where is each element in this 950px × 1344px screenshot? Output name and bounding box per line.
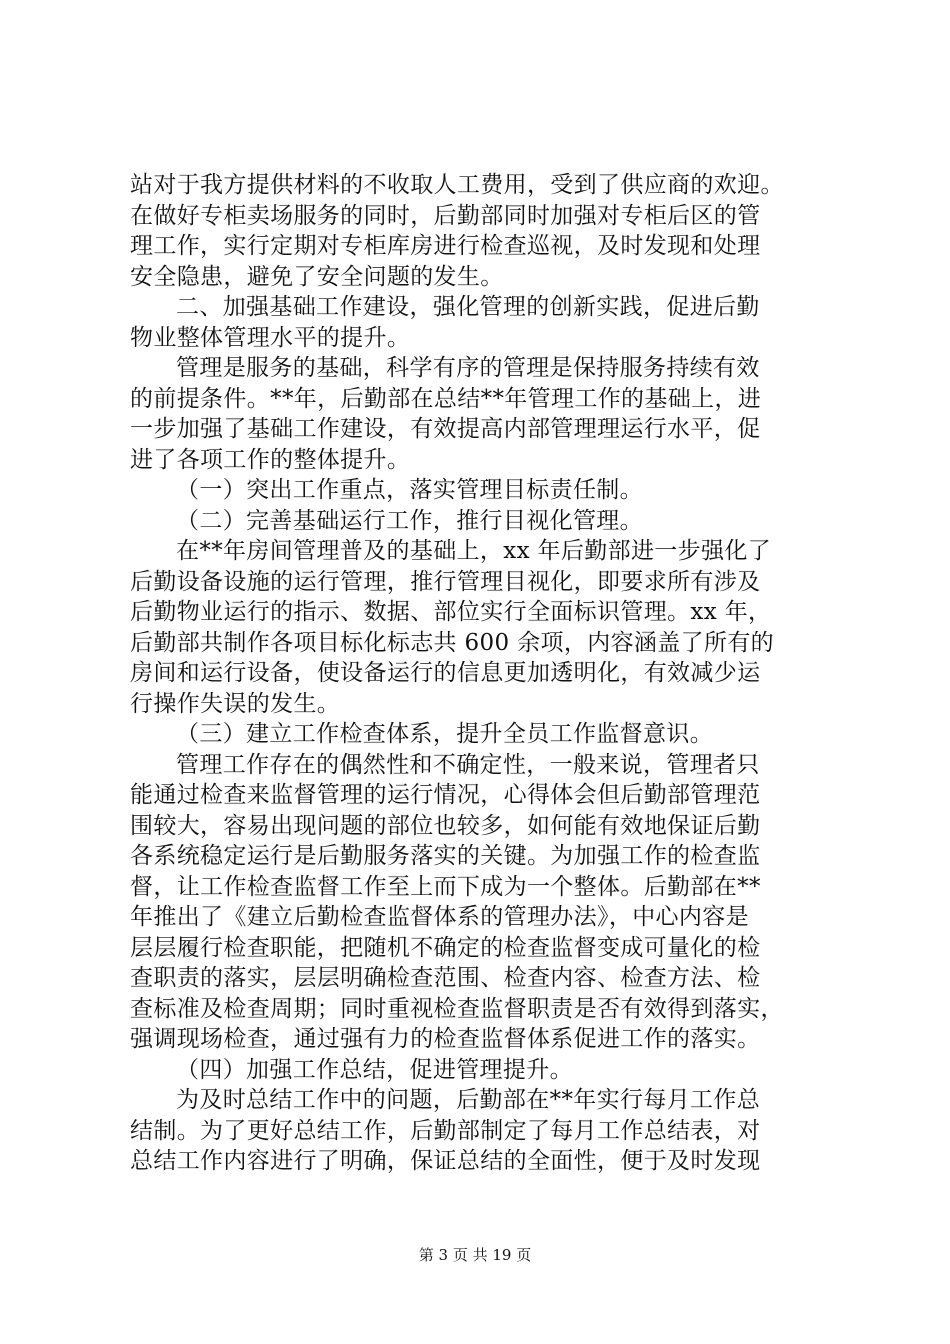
text-line: 能通过检查来监督管理的运行情况，心得体会但后勤部管理范 [130, 782, 761, 808]
subsection-heading: （四）加强工作总结，促进管理提升。 [176, 1056, 573, 1083]
text-line: 进了各项工作的整体提升。 [130, 446, 411, 473]
subsection-heading: （一）突出工作重点，落实管理目标责任制。 [176, 477, 643, 503]
text-line: 物业整体管理水平的提升。 [130, 324, 411, 351]
text-line: 后勤部共制作各项目标化标志共 600 余项，内容涵盖了所有的 [130, 629, 775, 656]
section-heading: 二、加强基础工作建设，强化管理的创新实践，促进后勤 [176, 294, 760, 320]
page-number-footer: 第 3 页 共 19 页 [418, 1246, 532, 1264]
text-line: 安全隐患，避免了安全问题的发生。 [130, 263, 504, 290]
text-line: 查职责的落实，层层明确检查范围、检查内容、检查方法、检 [130, 965, 761, 991]
text-line: 理工作，实行定期对专柜库房进行检查巡视，及时发现和处理 [130, 233, 761, 259]
text-line: 各系统稳定运行是后勤服务落实的关键。为加强工作的检查监 [130, 843, 761, 869]
text-line: 管理是服务的基础，科学有序的管理是保持服务持续有效 [176, 355, 760, 381]
text-line: 的前提条件。**年，后勤部在总结**年管理工作的基础上，进 [130, 385, 762, 412]
text-line: 管理工作存在的偶然性和不确定性，一般来说，管理者只 [176, 751, 760, 778]
text-line: 一步加强了基础工作建设，有效提高内部管理理运行水平，促 [130, 416, 761, 442]
text-line: 站对于我方提供材料的不收取人工费用，受到了供应商的欢迎。 [130, 172, 784, 198]
text-line: 后勤物业运行的指示、数据、部位实行全面标识管理。xx 年， [130, 599, 772, 625]
text-line: 后勤设备设施的运行管理，推行管理目视化，即要求所有涉及 [130, 568, 761, 595]
body-text [130, 170, 830, 1177]
subsection-heading: （三）建立工作检查体系，提升全员工作监督意识。 [176, 721, 714, 747]
text-line: 层层履行检查职能，把随机不确定的检查监督变成可量化的检 [130, 934, 761, 961]
text-line: 总结工作内容进行了明确，保证总结的全面性，便于及时发现 [130, 1148, 761, 1174]
text-line: 结制。为了更好总结工作，后勤部制定了每月工作总结表，对 [130, 1117, 761, 1144]
text-line: 强调现场检查，通过强有力的检查监督体系促进工作的落实。 [130, 1026, 761, 1052]
text-line: 行操作失误的发生。 [130, 690, 341, 717]
text-line: 查标准及检查周期；同时重视检查监督职责是否有效得到落实， [130, 995, 784, 1022]
text-line: 在**年房间管理普及的基础上，xx 年后勤部进一步强化了 [176, 538, 772, 564]
text-line: 房间和运行设备，使设备运行的信息更加透明化，有效减少运 [130, 660, 761, 686]
text-line: 年推出了《建立后勤检查监督体系的管理办法》，中心内容是 [130, 904, 749, 930]
text-line: 督，让工作检查监督工作至上而下成为一个整体。后勤部在** [130, 873, 761, 900]
text-line: 围较大，容易出现问题的部位也较多，如何能有效地保证后勤 [130, 812, 761, 839]
text-line: 为及时总结工作中的问题，后勤部在**年实行每月工作总 [176, 1087, 761, 1113]
text-line: 在做好专柜卖场服务的同时，后勤部同时加强对专柜后区的管 [130, 202, 761, 229]
subsection-heading: （二）完善基础运行工作，推行目视化管理。 [176, 507, 643, 534]
